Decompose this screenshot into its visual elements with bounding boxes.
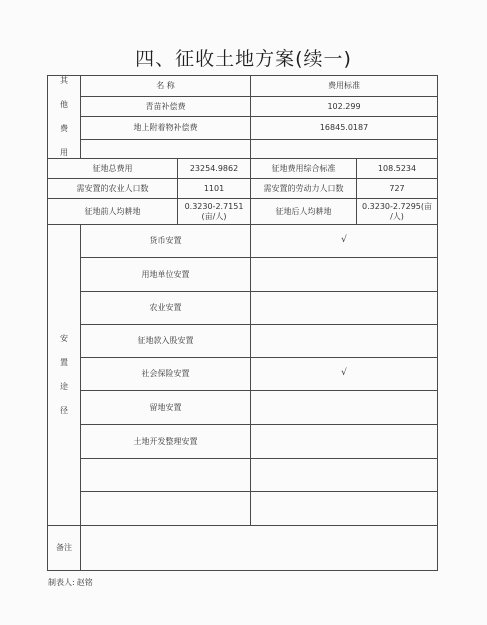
- total-fee-value: 23254.9862: [178, 159, 251, 179]
- other-fee-name: 地上附着物补偿费: [81, 117, 251, 139]
- resettlement-option: 社会保险安置: [81, 358, 251, 391]
- land-acquisition-table: [47, 75, 438, 571]
- resettlement-option: 农业安置: [81, 292, 251, 325]
- resettlement-check: [251, 258, 438, 292]
- other-fee-empty-name: [81, 139, 251, 158]
- remarks-value: [81, 526, 438, 571]
- labor-population-label: 需安置的劳动力人口数: [251, 179, 357, 199]
- other-fees-side-label: 其 他 费 用: [48, 76, 81, 159]
- farmland-before-label: 征地前人均耕地: [48, 199, 178, 225]
- preparer-label: 制表人:: [48, 578, 75, 587]
- resettlement-option: 留地安置: [81, 391, 251, 425]
- other-fees-name-header: 名 称: [81, 76, 251, 97]
- composite-standard-label: 征地费用综合标准: [251, 159, 357, 179]
- composite-standard-value: 108.5234: [357, 159, 438, 179]
- resettlement-check: [251, 325, 438, 358]
- agri-population-label: 需安置的农业人口数: [48, 179, 178, 199]
- farmland-after-label: 征地后人均耕地: [251, 199, 357, 225]
- resettlement-check: [251, 459, 438, 492]
- other-fee-value: 16845.0187: [251, 117, 438, 139]
- resettlement-check: [251, 292, 438, 325]
- resettlement-option: 土地开发整理安置: [81, 425, 251, 459]
- page-title: 四、征收土地方案(续一): [135, 48, 352, 70]
- total-fee-label: 征地总费用: [48, 159, 178, 179]
- labor-population-value: 727: [357, 179, 438, 199]
- farmland-before-value: 0.3230-2.7151 (亩/人): [178, 199, 251, 225]
- resettlement-option: 货币安置: [81, 225, 251, 258]
- resettlement-option: 征地款入股安置: [81, 325, 251, 358]
- resettlement-check: [251, 391, 438, 425]
- agri-population-value: 1101: [178, 179, 251, 199]
- other-fee-name: 青苗补偿费: [81, 97, 251, 117]
- resettlement-check: √: [251, 358, 438, 391]
- farmland-after-value: 0.3230-2.7295(亩 /人): [357, 199, 438, 225]
- resettlement-option-empty: [81, 492, 251, 526]
- preparer-name: 赵铭: [76, 578, 93, 587]
- resettlement-check: [251, 425, 438, 459]
- resettlement-side-label: 安 置 途 径: [48, 225, 81, 526]
- resettlement-option: 用地单位安置: [81, 258, 251, 292]
- resettlement-check: √: [251, 225, 438, 258]
- other-fee-value: 102.299: [251, 97, 438, 117]
- other-fees-standard-header: 费用标准: [251, 76, 438, 97]
- remarks-label: 备注: [48, 526, 81, 571]
- resettlement-check: [251, 492, 438, 526]
- footer: [48, 577, 93, 588]
- other-fee-empty-value: [251, 139, 438, 158]
- resettlement-option-empty: [81, 459, 251, 492]
